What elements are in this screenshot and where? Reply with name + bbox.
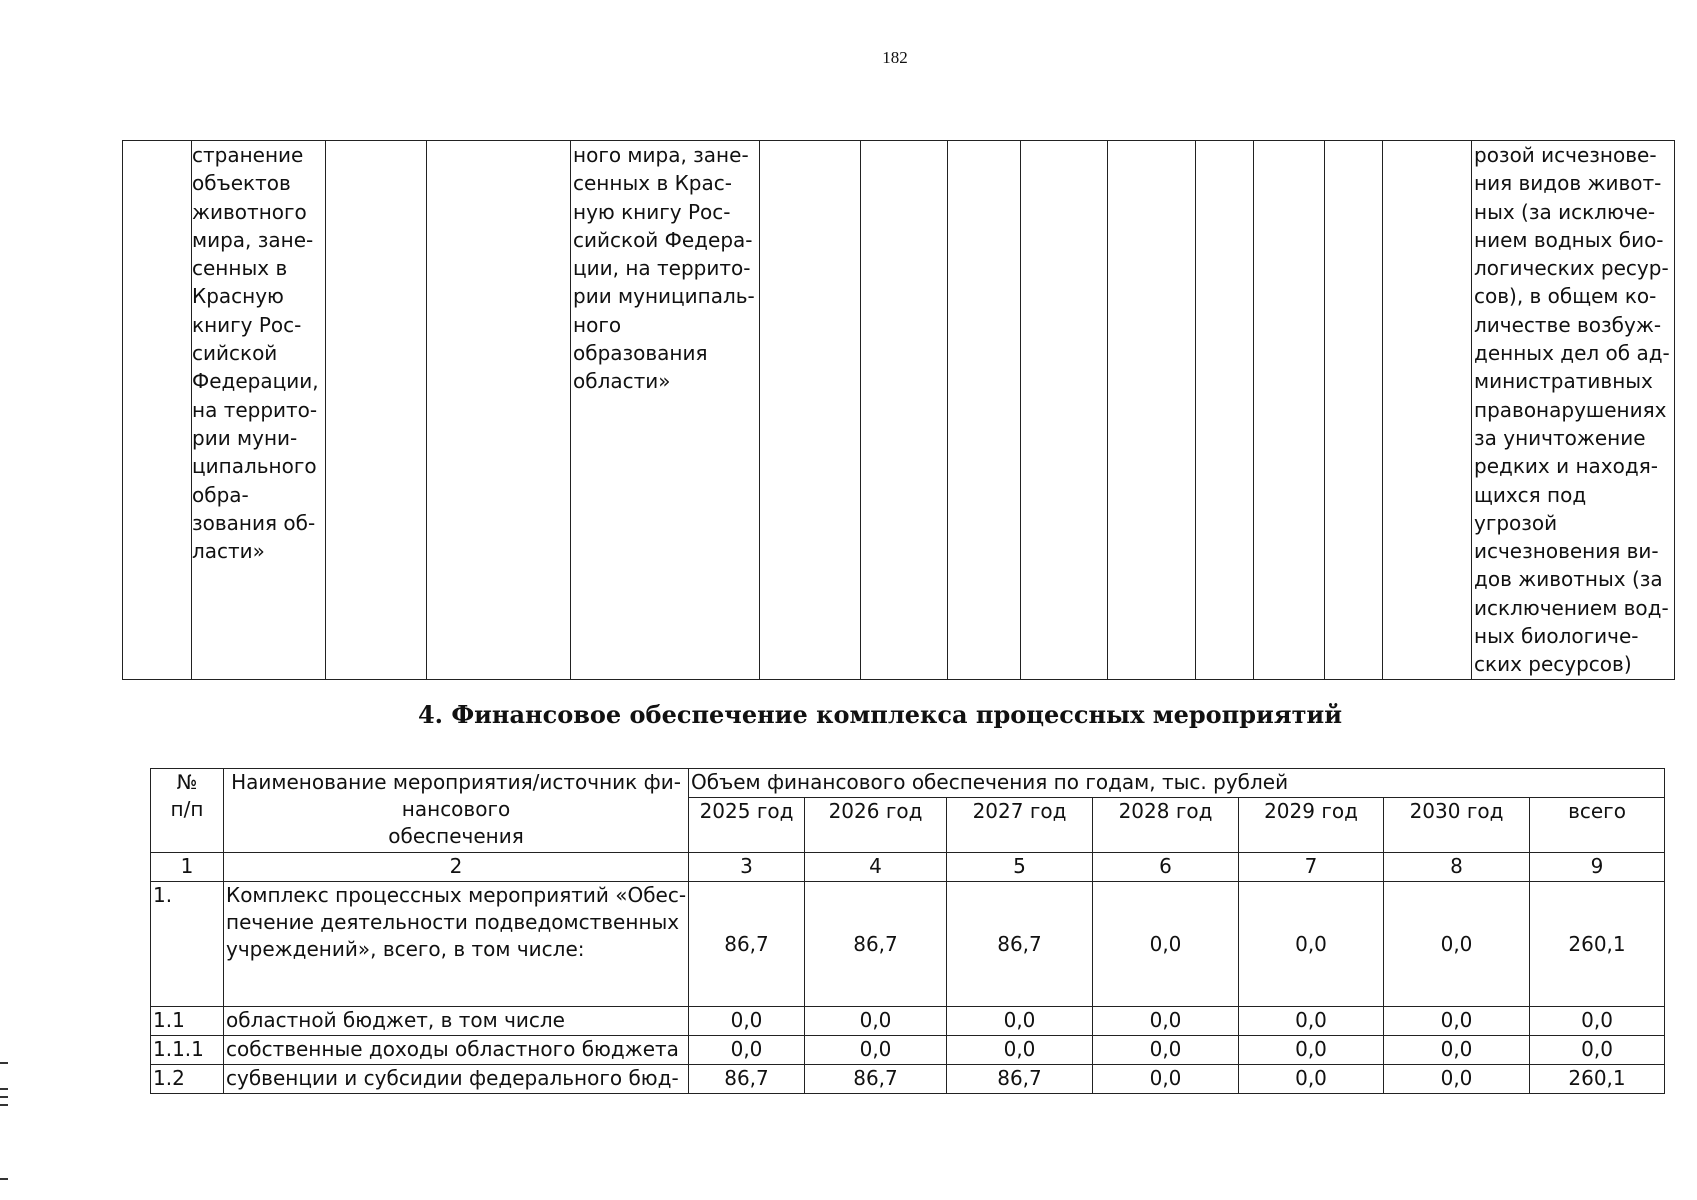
row-value: 0,0 [1384,882,1530,1007]
row-value: 0,0 [1384,1065,1530,1094]
header-num: № п/п [151,769,224,853]
row-value: 0,0 [689,1036,805,1065]
row-value: 0,0 [1093,882,1239,1007]
table-row [151,1036,1665,1065]
header-row-1 [151,769,1665,798]
row-num: 1.1 [151,1007,224,1036]
row-value: 0,0 [1384,1036,1530,1065]
row-num: 1. [151,882,224,1007]
row-value: 0,0 [1093,1065,1239,1094]
header-year-2029: 2029 год [1239,798,1384,853]
cont-cell-13 [1325,141,1383,680]
cont-cell-7 [861,141,948,680]
cont-cell-3 [326,141,427,680]
continuation-row [123,141,1675,680]
col-num-9: 9 [1530,853,1665,882]
section-title: 4. Финансовое обеспечение комплекса процессных мероприятий [417,700,1343,729]
scan-margin-mark [0,1178,8,1180]
cont-cell-1 [123,141,192,680]
row-name: областной бюджет, в том числе [224,1007,689,1036]
cont-cell-5: ного мира, зане- сенных в Крас- ную книгу Рос- сийской Федера- ции, на террито- рии муниципаль- ного образования области» [571,141,760,680]
row-value: 86,7 [805,882,947,1007]
continuation-table [122,140,1675,680]
row-value: 0,0 [1239,1007,1384,1036]
header-total: всего [1530,798,1665,853]
row-value: 0,0 [1530,1036,1665,1065]
finance-table [150,768,1665,1094]
col-num-5: 5 [947,853,1093,882]
row-value: 0,0 [689,1007,805,1036]
row-value: 0,0 [1093,1007,1239,1036]
row-name: собственные доходы областного бюджета [224,1036,689,1065]
row-value: 86,7 [805,1065,947,1094]
row-value: 86,7 [689,1065,805,1094]
row-value: 0,0 [805,1036,947,1065]
row-value: 0,0 [805,1007,947,1036]
row-value: 0,0 [1239,882,1384,1007]
row-num: 1.2 [151,1065,224,1094]
row-value: 0,0 [1239,1065,1384,1094]
scan-margin-mark [0,1096,8,1098]
cont-cell-11 [1196,141,1254,680]
page-number: 182 [882,48,908,67]
header-volume: Объем финансового обеспечения по годам, тыс. рублей [689,769,1665,798]
row-value: 260,1 [1530,882,1665,1007]
cont-cell-14 [1383,141,1472,680]
row-value: 0,0 [1239,1036,1384,1065]
col-num-3: 3 [689,853,805,882]
header-year-2028: 2028 год [1093,798,1239,853]
col-num-7: 7 [1239,853,1384,882]
header-year-2026: 2026 год [805,798,947,853]
scan-margin-mark [0,1088,8,1090]
scan-margin-mark [0,1104,8,1106]
row-value: 260,1 [1530,1065,1665,1094]
col-num-1: 1 [151,853,224,882]
row-value: 0,0 [947,1007,1093,1036]
header-name: Наименование мероприятия/источник фи- нансового обеспечения [224,769,689,853]
row-num: 1.1.1 [151,1036,224,1065]
table-row [151,882,1665,1007]
cont-cell-16: розой исчезнове- ния видов живот- ных (за исключе- нием водных био- логических ресур- сов), в общем ко- личестве возбуж- денных дел об ад- министративных правонарушениях за уничтожение редких и находя- щихся под угрозой исчезновения ви- дов животных (за исключением вод- ных биологиче- ских ресурсов) [1472,141,1675,680]
row-value: 86,7 [689,882,805,1007]
row-value: 0,0 [1530,1007,1665,1036]
cont-cell-10 [1108,141,1196,680]
col-num-6: 6 [1093,853,1239,882]
row-value: 86,7 [947,882,1093,1007]
column-number-row [151,853,1665,882]
header-year-2025: 2025 год [689,798,805,853]
row-name: Комплекс процессных мероприятий «Обес- печение деятельности подведомственных учреждений», всего, в том числе: [224,882,689,1007]
cont-cell-2: странение объектов животного мира, зане- сенных в Красную книгу Рос- сийской Федерации, на террито- рии муни- ципального обра- зования об- ласти» [192,141,326,680]
cont-cell-9 [1021,141,1108,680]
cont-cell-4 [427,141,571,680]
row-value: 0,0 [1093,1036,1239,1065]
table-row [151,1007,1665,1036]
header-year-2027: 2027 год [947,798,1093,853]
col-num-4: 4 [805,853,947,882]
cont-cell-12 [1254,141,1325,680]
cont-cell-6 [760,141,861,680]
row-value: 0,0 [947,1036,1093,1065]
cont-cell-8 [948,141,1021,680]
col-num-8: 8 [1384,853,1530,882]
table-row [151,1065,1665,1094]
row-name: субвенции и субсидии федерального бюд- [224,1065,689,1094]
col-num-2: 2 [224,853,689,882]
row-value: 0,0 [1384,1007,1530,1036]
header-year-2030: 2030 год [1384,798,1530,853]
row-value: 86,7 [947,1065,1093,1094]
scan-margin-mark [0,1062,8,1064]
